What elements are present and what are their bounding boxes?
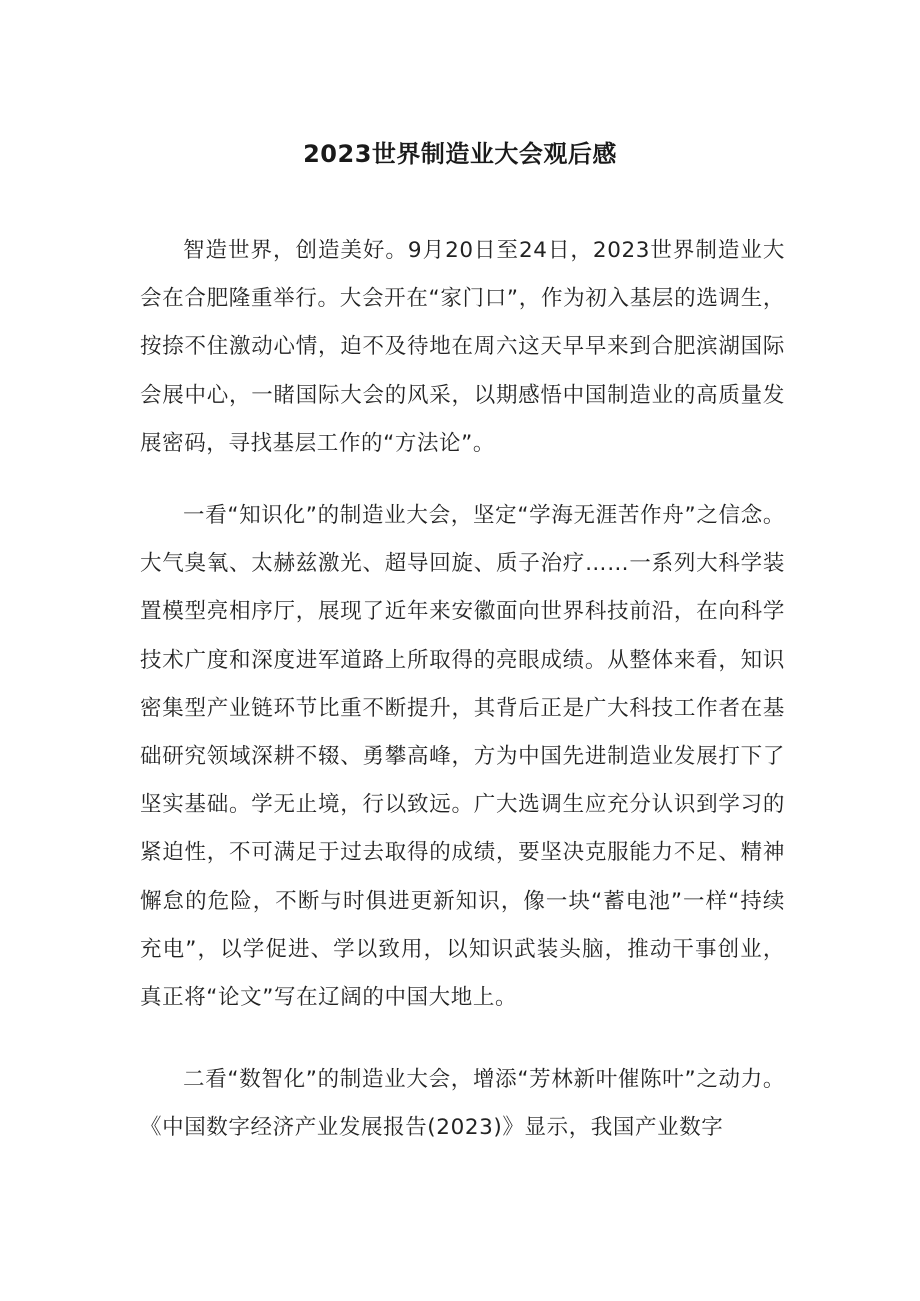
paragraph-intro: 智造世界，创造美好。9月20日至24日，2023世界制造业大会在合肥隆重举行。大会开在“家门口”，作为初入基层的选调生，按捺不住激动心情，迫不及待地在周六这天早早来到合肥滨湖国际会展中心，一睹国际大会的风采，以期感悟中国制造业的高质量发展密码，寻找基层工作的“方法论”。: [140, 238, 785, 456]
paragraph-knowledge: 一看“知识化”的制造业大会，坚定“学海无涯苦作舟”之信念。大气臭氧、太赫兹激光、超导回旋、质子治疗……一系列大科学装置模型亮相序厅，展现了近年来安徽面向世界科技前沿，在向科学技术广度和深度进军道路上所取得的亮眼成绩。从整体来看，知识密集型产业链环节比重不断提升，其背后正是广大科技工作者在基础研究领域深耕不辍、勇攀高峰，方为中国先进制造业发展打下了坚实基础。学无止境，行以致远。广大选调生应充分认识到学习的紧迫性，不可满足于过去取得的成绩，要坚决克服能力不足、精神懈怠的危险，不断与时俱进更新知识，像一块“蓄电池”一样“持续充电”，以学促进、学以致用，以知识武装头脑，推动干事创业，真正将“论文”写在辽阔的中国大地上。: [140, 503, 785, 1011]
document-title: 2023世界制造业大会观后感: [303, 140, 617, 169]
paragraph-digital: 二看“数智化”的制造业大会，增添“芳林新叶催陈叶”之动力。《中国数字经济产业发展报告(2023)》显示，我国产业数字: [140, 1067, 785, 1141]
document-body: [140, 227, 785, 1153]
